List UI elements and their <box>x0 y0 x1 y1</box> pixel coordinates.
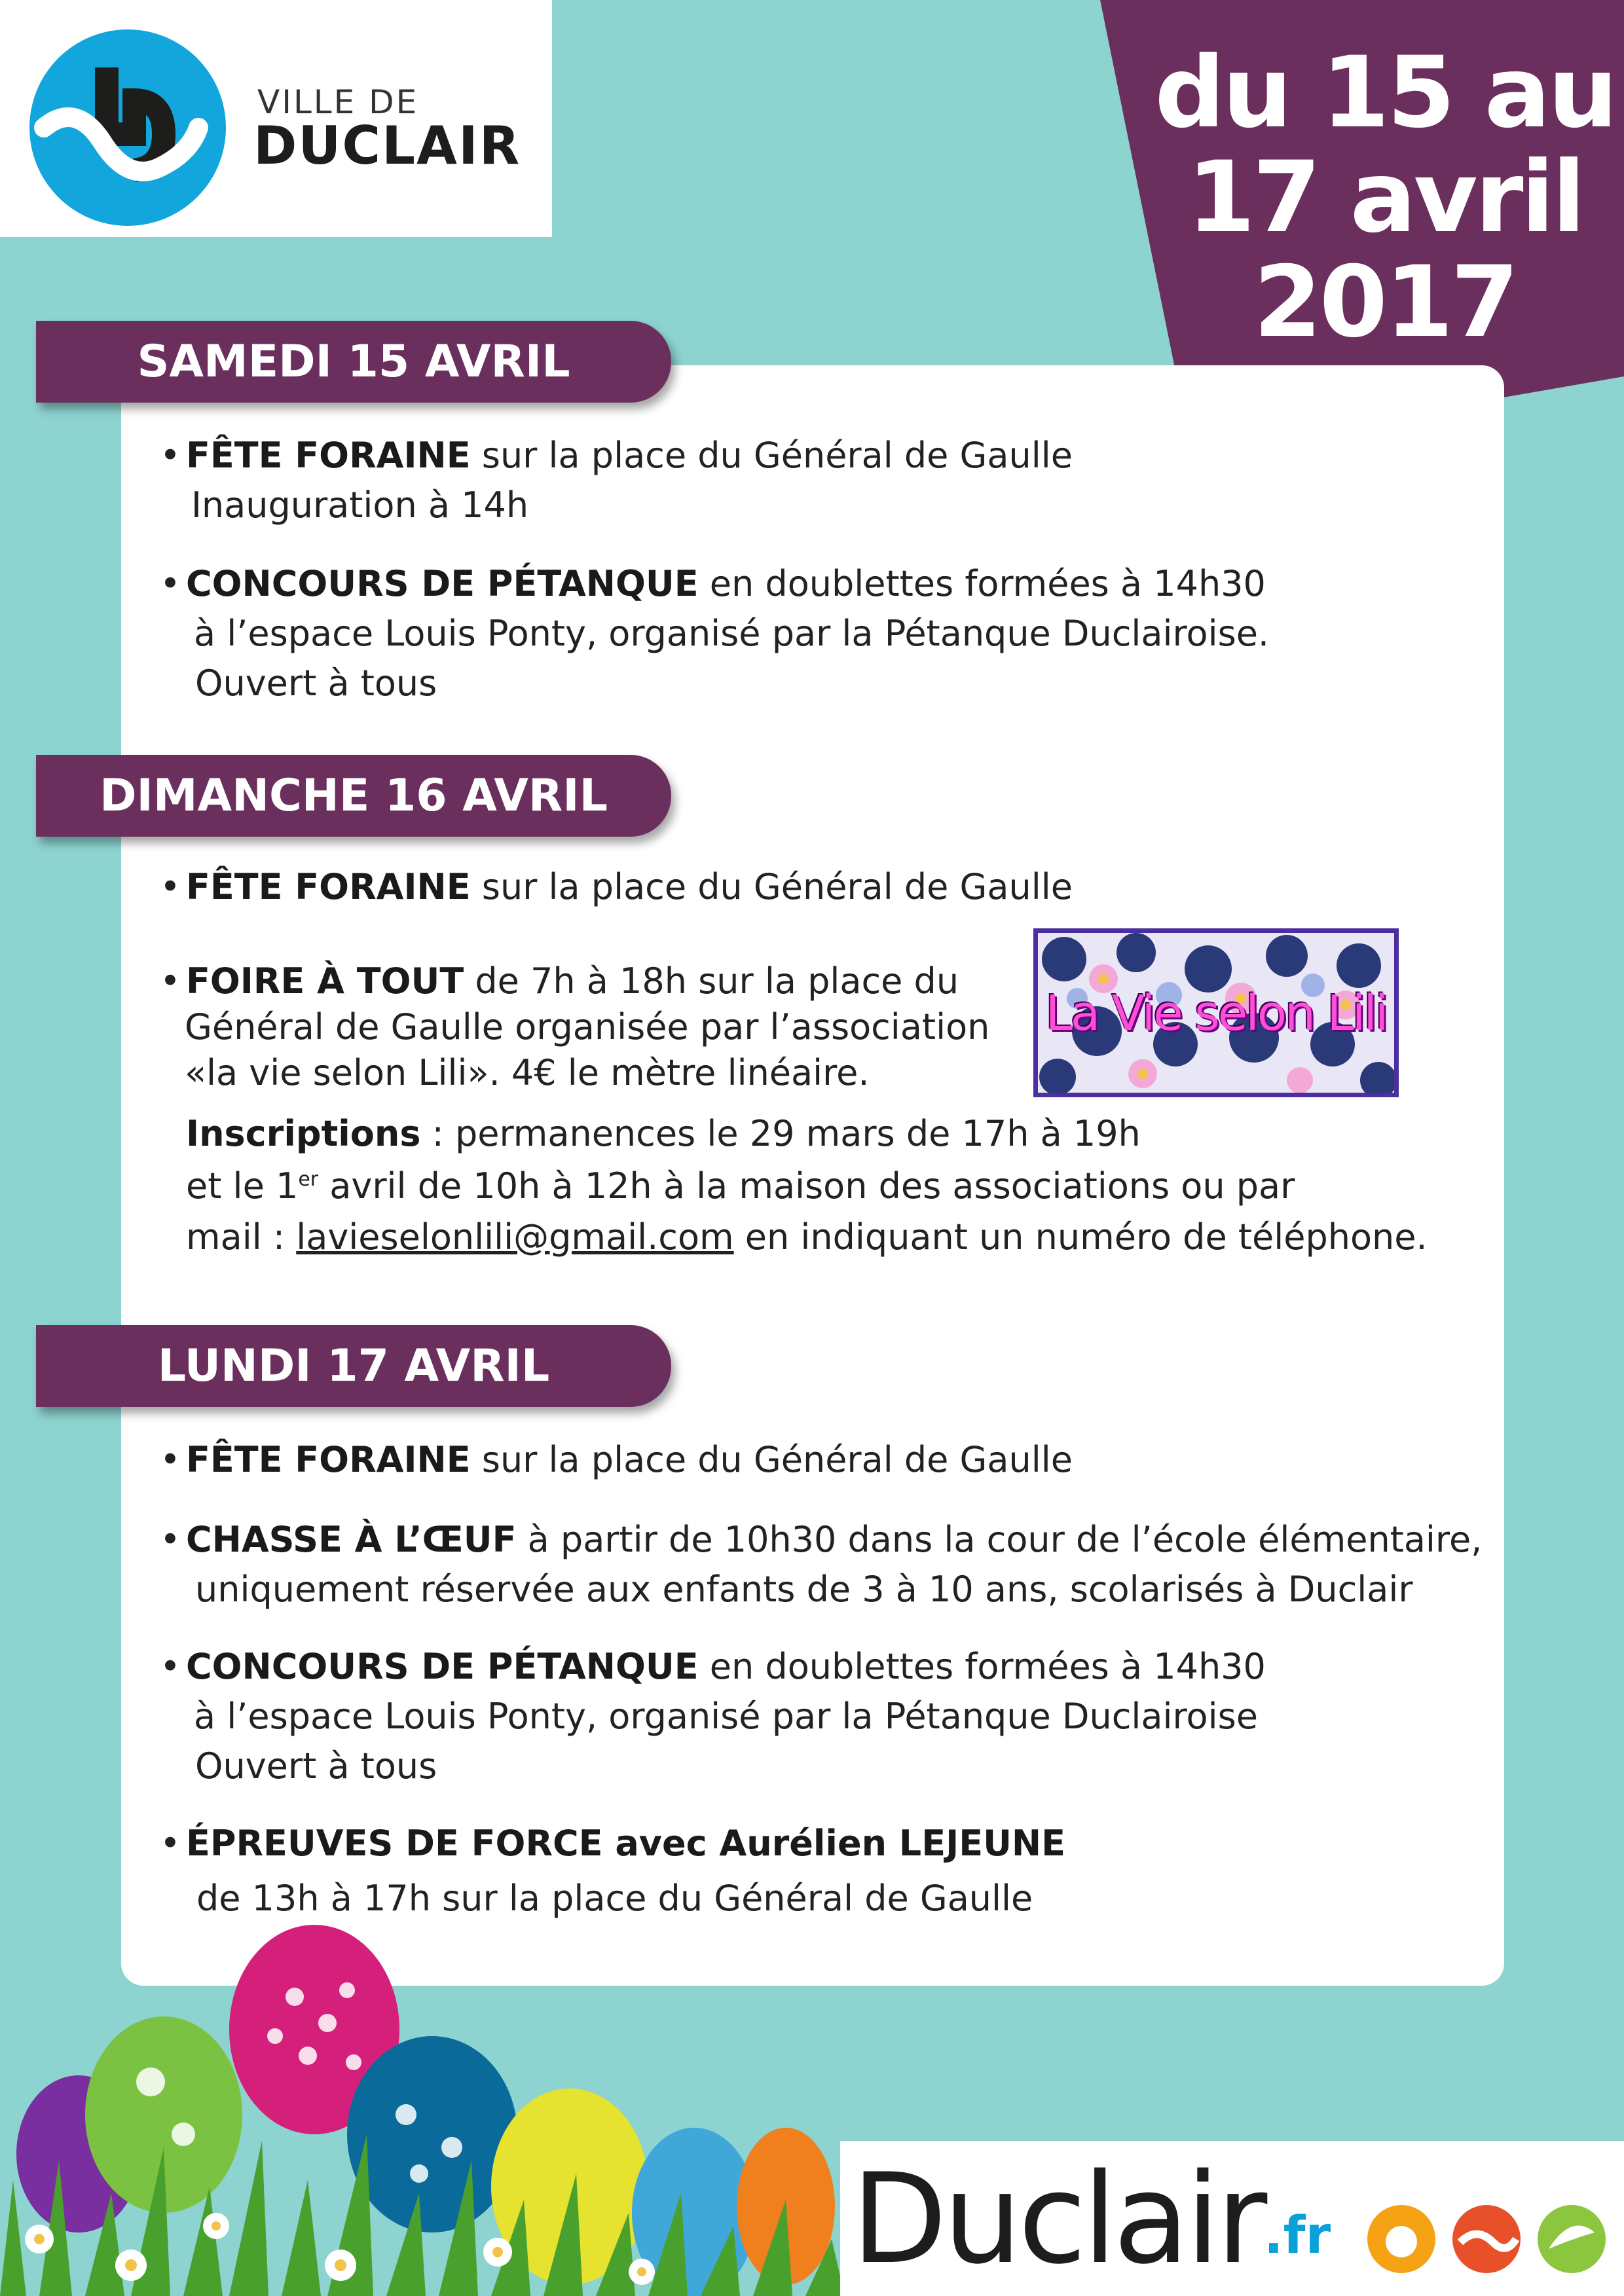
duclair-logo-icon <box>29 29 226 226</box>
event-text: à partir de 10h30 dans la cour de l’école élémentaire, <box>516 1519 1483 1560</box>
event-detail: Inauguration à 14h <box>191 484 529 526</box>
logo-block <box>0 0 552 237</box>
day-tab-lundi <box>36 1325 671 1407</box>
event-name: FÊTE FORAINE <box>186 1439 471 1480</box>
event-line: • FÊTE FORAINE sur la place du Général de Gaulle <box>160 866 1073 907</box>
inscriptions-label: Inscriptions <box>186 1113 421 1154</box>
date-line: du 15 au <box>1154 36 1615 150</box>
footer-tld: .fr <box>1264 2206 1331 2265</box>
event-text: de 7h à 18h sur la place du <box>464 960 959 1002</box>
event-date-range <box>1146 36 1624 359</box>
event-name: FÊTE FORAINE <box>186 435 471 476</box>
event-line: • CONCOURS DE PÉTANQUE en doublettes formées à 14h30 <box>160 1646 1266 1687</box>
inscriptions-text: et le 1 <box>186 1165 299 1207</box>
footer-brand: Duclair <box>851 2147 1264 2291</box>
event-text: sur la place du Général de Gaulle <box>470 435 1073 476</box>
inscriptions-line <box>186 1113 1141 1154</box>
event-detail: à l’espace Louis Ponty, organisé par la Pétanque Duclairoise. <box>194 613 1270 654</box>
event-name: CONCOURS DE PÉTANQUE <box>186 1646 699 1687</box>
inscriptions-text: en indiquant un numéro de téléphone. <box>733 1216 1428 1258</box>
inscriptions-text: avril de 10h à 12h à la maison des associations ou par <box>318 1165 1295 1207</box>
event-detail: «la vie selon Lili». 4€ le mètre linéaire. <box>185 1052 870 1093</box>
event-name: FOIRE À TOUT <box>186 960 464 1002</box>
event-text: sur la place du Général de Gaulle <box>470 1439 1073 1480</box>
event-text: en doublettes formées à 14h30 <box>698 1646 1266 1687</box>
event-name: FÊTE FORAINE <box>186 866 471 907</box>
event-line: • CONCOURS DE PÉTANQUE en doublettes formées à 14h30 <box>160 563 1266 604</box>
date-line: 2017 <box>1253 246 1517 359</box>
orange-fruit-icon <box>1367 2205 1435 2273</box>
event-detail: Ouvert à tous <box>195 1745 437 1787</box>
inscriptions-text: : permanences le 29 mars de 17h à 19h <box>420 1113 1141 1154</box>
day-title: SAMEDI 15 AVRIL <box>137 336 570 388</box>
day-tab-dimanche <box>36 755 671 837</box>
inscriptions-text: mail : <box>186 1216 297 1258</box>
event-text: en doublettes formées à 14h30 <box>698 563 1266 604</box>
event-name: CHASSE À L’ŒUF <box>186 1519 517 1560</box>
inscriptions-line <box>186 1216 1428 1258</box>
event-line: • FÊTE FORAINE sur la place du Général de Gaulle <box>160 1439 1073 1480</box>
event-detail: uniquement réservée aux enfants de 3 à 10 ans, scolarisés à Duclair <box>195 1569 1413 1610</box>
event-detail: Général de Gaulle organisée par l’association <box>185 1006 990 1048</box>
footer-icons <box>1362 2193 1617 2278</box>
event-line: • FOIRE À TOUT de 7h à 18h sur la place du <box>160 960 959 1002</box>
event-name: ÉPREUVES DE FORCE avec Aurélien LEJEUNE <box>186 1823 1066 1864</box>
ordinal-suffix: er <box>298 1168 319 1191</box>
event-line: • CHASSE À L’ŒUF à partir de 10h30 dans la cour de l’école élémentaire, <box>160 1519 1483 1560</box>
event-detail: à l’espace Louis Ponty, organisé par la Pétanque Duclairoise <box>194 1696 1258 1737</box>
green-leaf-icon <box>1538 2205 1606 2273</box>
date-line: 17 avril <box>1187 141 1583 255</box>
day-title: LUNDI 17 AVRIL <box>157 1340 550 1392</box>
event-text: sur la place du Général de Gaulle <box>470 866 1073 907</box>
day-title: DIMANCHE 16 AVRIL <box>100 770 608 822</box>
la-vie-selon-lili-badge <box>1033 928 1399 1097</box>
event-name: CONCOURS DE PÉTANQUE <box>186 563 699 604</box>
day-tab-samedi <box>36 321 671 403</box>
easter-eggs-grass-icon <box>0 1899 851 2296</box>
logo-ville-de: VILLE DE <box>257 83 419 121</box>
event-line: • ÉPREUVES DE FORCE avec Aurélien LEJEUNE <box>160 1823 1066 1864</box>
event-detail: Ouvert à tous <box>195 663 437 704</box>
email-link[interactable]: lavieselonlili@gmail.com <box>296 1216 734 1258</box>
event-detail: de 13h à 17h sur la place du Général de Gaulle <box>196 1878 1033 1919</box>
event-line: • FÊTE FORAINE sur la place du Général de Gaulle <box>160 435 1073 476</box>
inscriptions-line <box>186 1165 1295 1207</box>
lili-badge-text: La Vie selon Lili <box>1045 985 1387 1042</box>
red-wave-icon <box>1452 2205 1521 2273</box>
logo-town-name: DUCLAIR <box>253 115 521 176</box>
